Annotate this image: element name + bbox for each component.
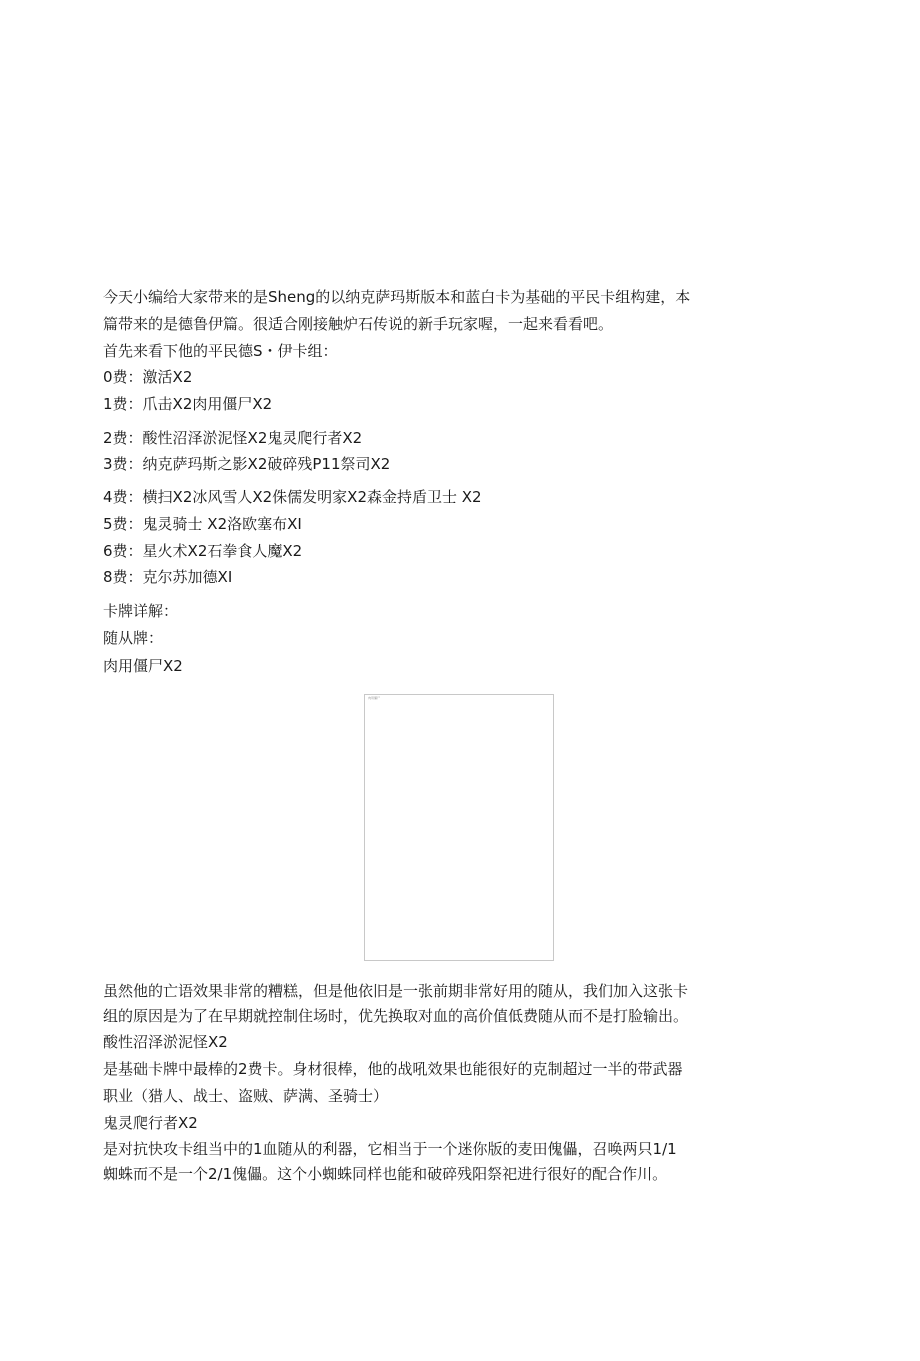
- body-line-4: 职业（猎人、战士、盗贼、萨满、圣骑士）: [103, 1087, 389, 1105]
- body-line-5: 是对抗快攻卡组当中的1血随从的利器，它相当于一个迷你版的麦田傀儡，召唤两只1/1: [103, 1140, 677, 1158]
- deck-cost-3: 3费：纳克萨玛斯之影X2破碎残P11祭司X2: [103, 455, 391, 473]
- card-image-placeholder: [364, 694, 554, 961]
- deck-cost-4: 4费：横扫X2冰风雪人X2侏儒发明家X2森金持盾卫士 X2: [103, 488, 482, 506]
- body-line-3: 是基础卡牌中最棒的2费卡。身材很棒，他的战吼效果也能很好的克制超过一半的带武器: [103, 1060, 683, 1078]
- intro-line-2: 篇带来的是德鲁伊篇。很适合刚接触炉石传说的新手玩家喔，一起来看看吧。: [103, 315, 614, 333]
- body-line-1: 虽然他的亡语效果非常的糟糕，但是他依旧是一张前期非常好用的随从，我们加入这张卡: [103, 982, 689, 1000]
- deck-title: 首先来看下他的平民德S・伊卡组：: [103, 342, 338, 360]
- deck-cost-1: 1费：爪击X2肉用僵尸X2: [103, 395, 273, 413]
- deck-cost-0: 0费：激活X2: [103, 368, 193, 386]
- deck-cost-8: 8费：克尔苏加德XI: [103, 568, 233, 586]
- intro-line-1: 今天小编给大家带来的是Sheng的以纳克萨玛斯版本和蓝白卡为基础的平民卡组构建，本: [103, 288, 691, 306]
- deck-cost-6: 6费：星火术X2石拳食人魔X2: [103, 542, 303, 560]
- card-heading-slime: 酸性沼泽淤泥怪X2: [103, 1033, 228, 1051]
- deck-cost-2: 2费：酸性沼泽淤泥怪X2鬼灵爬行者X2: [103, 429, 363, 447]
- card-heading-zombie: 肉用僵尸X2: [103, 657, 183, 675]
- body-line-6: 蜘蛛而不是一个2/1傀儡。这个小蜘蛛同样也能和破碎残阳祭祀进行很好的配合作川。: [103, 1165, 668, 1183]
- body-line-2: 组的原因是为了在早期就控制住场时，优先换取对血的高价值低费随从而不是打脸输出。: [103, 1007, 689, 1025]
- section-heading-detail: 卡牌详解：: [103, 602, 179, 620]
- card-image-caption: 肉用僵尸: [368, 696, 381, 700]
- card-heading-crawler: 鬼灵爬行者X2: [103, 1114, 198, 1132]
- section-heading-minions: 随从牌：: [103, 629, 164, 647]
- deck-cost-5: 5费：鬼灵骑士 X2洛欧塞布XI: [103, 515, 302, 533]
